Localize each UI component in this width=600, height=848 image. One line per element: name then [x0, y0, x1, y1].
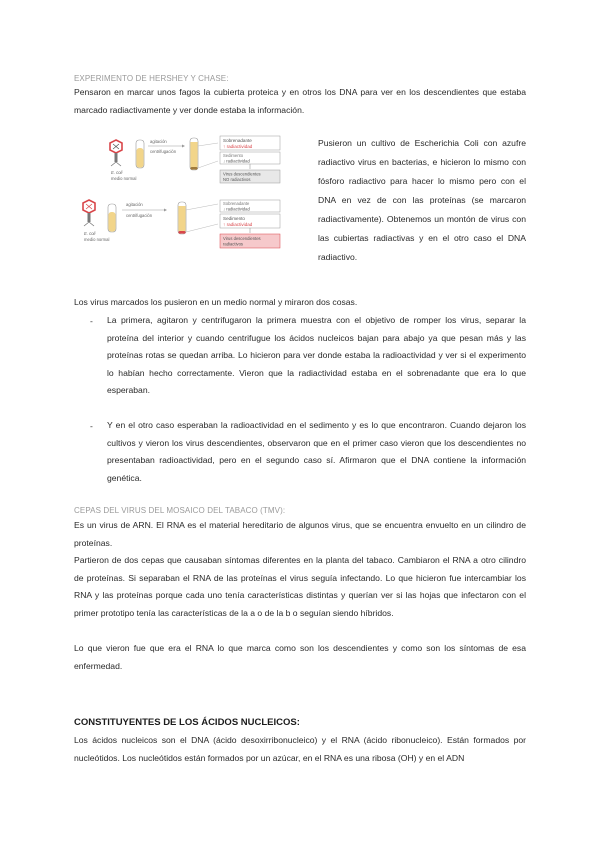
arrow-head	[164, 209, 167, 212]
tube-icon	[178, 202, 186, 234]
hershey-chase-figure	[78, 134, 308, 262]
ecoli-label-bottom: E. coli	[84, 231, 96, 236]
sediment-mark-top: ↓ radiactividad	[223, 158, 250, 164]
bottom-experiment	[83, 200, 280, 248]
bullet-dash: -	[90, 316, 93, 326]
result-top-line1: Virus descendientes	[223, 171, 261, 177]
hershey-heading: EXPERIMENTO DE HERSHEY Y CHASE:	[74, 74, 229, 83]
tmv-paragraph-1: Es un virus de ARN. El RNA es el material hereditario de algunos virus, que se encuentra envuelto en un cilindro de proteínas.	[74, 520, 526, 548]
nucleic-heading: CONSTITUYENTES DE LOS ÁCIDOS NUCLEICOS:	[74, 717, 300, 728]
tube-icon	[190, 138, 198, 170]
ecoli-label-top: E. coli	[111, 170, 123, 175]
hershey-bullet-2: Y en el otro caso esperaban la radioactividad en el sedimento y es lo que encontraron. Cuando dejaron los cultivos y vieron los virus descendientes, observaron que en el primer caso vieron que los descendientes no presentaban radioactividad, pero en el segundo caso sí. Afirmaron que el DNA contiene la información genética.	[107, 420, 526, 483]
nucleic-paragraph-1: Los ácidos nucleicos son el DNA (ácido desoxirribonucleico) y el RNA (ácido ribonucleico). Están formados por nucleótidos. Los nucleótidos están formados por un azúcar, en el RNA es una ribosa (OH) y en el ADN	[74, 735, 526, 763]
centrifugation-label-top: centrifugación	[150, 149, 177, 154]
arrow-head	[182, 145, 185, 148]
hershey-side-text: Pusieron un cultivo de Escherichia Coli con azufre radiactivo virus en bacterias, e hicieron lo mismo con fósforo radiactivo para hacer lo mismo pero con el DNA en vez de con las proteínas (se marcaron radiactivamente). Obtenemos un montón de virus con las cubiertas radiactivas y en el otro caso el DNA radiactivo.	[318, 138, 526, 262]
tmv-heading: CEPAS DEL VIRUS DEL MOSAICO DEL TABACO (TMV):	[74, 506, 286, 515]
centrifugation-label-bottom: centrifugación	[126, 213, 153, 218]
tmv-paragraph-2: Partieron de dos cepas que causaban síntomas diferentes en la planta del tabaco. Cambiaron el RNA a otro cilindro de proteínas. Si separaban el RNA de las proteínas el virus seguía infectando. Lo que hicieron fue intercambiar los RNA y las proteínas porque cada uno tenía características distintas y querían ver si las hojas que infectaron con el primer prototipo tenía las características de la a o de la b o seguían siendo híbridos.	[74, 555, 526, 618]
supernatant-mark-top: ↑ radiactividad	[223, 144, 253, 149]
tmv-paragraph-3: Lo que vieron fue que era el RNA lo que marca como son los descendientes y como son los síntomas de esa enfermedad.	[74, 643, 526, 671]
sediment-label-top: Sedimento	[223, 153, 244, 158]
phage-icon	[110, 140, 122, 166]
sediment-mark-bottom: ↑ radiactividad	[223, 222, 253, 227]
supernatant-mark-bottom: ↓ radiactividad	[223, 206, 250, 212]
hershey-lead: Los virus marcados los pusieron en un medio normal y miraron dos cosas.	[74, 297, 358, 307]
tube-icon	[136, 140, 144, 168]
agitation-label-bottom: agitación	[126, 202, 143, 207]
supernatant-label-top: Sobrenadante	[223, 138, 252, 143]
sediment-label-bottom: Sedimento	[223, 216, 245, 221]
tube-icon	[108, 204, 116, 232]
top-experiment	[110, 136, 280, 183]
agitation-label-top: agitación	[150, 139, 167, 144]
bullet-dash: -	[90, 421, 93, 431]
hershey-intro: Pensaron en marcar unos fagos la cubierta proteica y en otros los DNA para ver en los descendientes que estaba marcado radiactivamente y ver donde estaba la información.	[74, 87, 526, 115]
result-bottom-line1: Virus descendientes	[223, 236, 261, 241]
medium-label-bottom: medio normal	[84, 237, 110, 242]
supernatant-label-bottom: Sobrenadante	[223, 201, 250, 206]
phage-icon	[83, 200, 95, 226]
hershey-bullet-1: La primera, agitaron y centrifugaron la primera muestra con el objetivo de romper los virus, separar la proteína del interior y cuando centrifugue los ácidos nucleicos bajan para abajo ya que pesan más y las proteínas rotas se quedan arriba. Lo hicieron para ver donde estaba la radioactividad y ver si el experimento lo habían hecho correctamente. Vieron que la radiactividad estaba en el sobrenadante que era lo que esperaban.	[107, 315, 526, 395]
medium-label-top: medio normal	[111, 176, 137, 181]
result-top-line2: NO radiactivos	[223, 177, 251, 182]
result-bottom-line2: radiactivos	[223, 241, 244, 247]
